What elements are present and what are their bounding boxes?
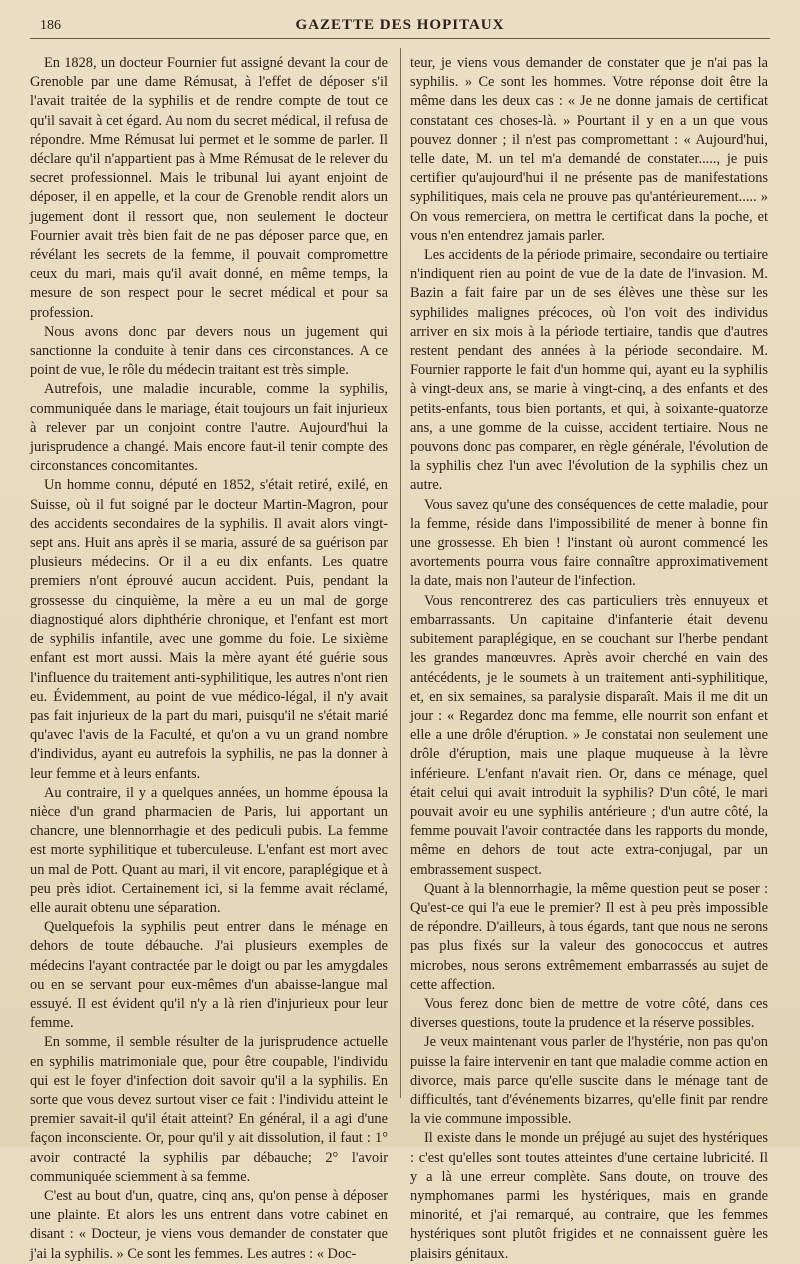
paragraph: Je veux maintenant vous parler de l'hystérie, non pas qu'on puisse la faire intervenir en tant que maladie comme action en divorce, mais parce qu'elle suscite dans le ménage tant de difficultés, tant d'événements bizarres, qu'elle finit par rendre la vie commune impossible.: [410, 1034, 768, 1128]
page-header: [30, 12, 770, 39]
page-number: 186: [40, 18, 61, 33]
paragraph: Les accidents de la période primaire, secondaire ou tertiaire n'indiquent rien au point de vue de la date de l'invasion. M. Bazin a fait faire par un de ses élèves une thèse sur les syphilides malignes précoces, où l'on voit des individus arriver en six mois à la période tertiaire, tandis que d'autres restent pendant des années à la période secondaire. M. Fournier rapporte le fait d'un homme qui, ayant eu la syphilis à vingt-deux ans, se marie à vingt-cinq, a des enfants et des petits-enfants, tous bien portants, et qui, à soixante-quatorze ans, a une gomme de la cuisse, accident tertiaire. Nous ne pouvons donc pas comparer, en règle générale, l'évolution de la syphilis chez l'un avec l'évolution de la syphilis chez un autre.: [410, 247, 768, 494]
paragraph: Quant à la blennorrhagie, la même question peut se poser : Qu'est-ce qui l'a eue le premier? Il est à peu près impossible de répondre. D'ailleurs, à tous égards, tant que nous ne serons pas plus fixés sur la valeur des gonococcus et autres microbes, nous serons extrêmement embarrassés au sujet de cette affection.: [410, 880, 768, 993]
paragraph: Vous savez qu'une des conséquences de cette maladie, pour la femme, réside dans l'impossibilité de mener à bonne fin une grossesse. Eh bien ! l'instant où auront commencé les avortements pourra vous faire connaître approximativement la date, mais non l'auteur de l'infection.: [410, 496, 768, 590]
paragraph: Autrefois, une maladie incurable, comme la syphilis, communiquée dans le mariage, était toujours un fait injurieux à relever par un conjoint contre l'autre. Aujourd'hui la jurisprudence a changé. Mais encore faut-il tenir compte des circonstances concomitantes.: [30, 381, 388, 475]
column-divider: [400, 48, 401, 1098]
paragraph: En somme, il semble résulter de la jurisprudence actuelle en syphilis matrimoniale que, pour être coupable, l'individu qui est le foyer d'infection doit savoir qu'il a la syphilis. En sorte que vous devez surtout viser ce fait : l'individu atteint le premier savait-il qu'il était atteint? En général, il a agi d'une façon inconsciente. Or, pour qu'il y ait dissolution, il faut : 1° avoir contracté la syphilis par débauche; 2° l'avoir communiquée sciemment à sa femme.: [30, 1034, 388, 1185]
left-column: [30, 54, 388, 1264]
journal-title: GAZETTE DES HOPITAUX: [295, 17, 505, 33]
paragraph: Au contraire, il y a quelques années, un homme épousa la nièce d'un grand pharmacien de Paris, lui apportant un chancre, une blennorrhagie et des pediculi pubis. La femme est morte syphilitique et tuberculeuse. L'enfant est mort avec un mal de Pott. Quant au mari, il vit encore, paraplégique et à peu près idiot. Certainement ici, si la femme avait réclamé, elle aurait obtenu une séparation.: [30, 784, 388, 916]
right-column: [410, 54, 768, 1264]
paragraph: Vous ferez donc bien de mettre de votre côté, dans ces diverses questions, toute la prudence et la réserve possibles.: [410, 995, 768, 1032]
paragraph: Quelquefois la syphilis peut entrer dans le ménage en dehors de toute débauche. J'ai plusieurs exemples de médecins l'ayant contractée par le doigt ou par les amygdales ou en se servant pour eux-mêmes d'un abaisse-langue mal essuyé. Il est évident qu'il n'y a là rien d'injurieux pour leur femme.: [30, 919, 388, 1032]
paragraph: teur, je viens vous demander de constater que je n'ai pas la syphilis. » Ce sont les hommes. Votre réponse doit être la même dans les deux cas : « Je ne donne jamais de certificat constatant ces choses-là. » Pourtant il y en a un que vous pouvez donner ; il n'est pas compromettant : « Aujourd'hui, telle date, M. un tel m'a demandé de constater....., je puis certifier qu'aujourd'hui il ne présente pas de manifestations syphilitiques, mais cela ne prouve pas qu'antérieurement..... » On vous remerciera, on mettra le certificat dans la poche, et vous n'en entendrez jamais parler.: [410, 55, 768, 244]
paragraph: Il existe dans le monde un préjugé au sujet des hystériques : c'est qu'elles sont toutes atteintes d'une certaine lubricité. Il y a là une erreur complète. Sans doute, on trouve des nymphomanes parmi les hystériques, mais en grande minorité, et j'ai remarqué, au contraire, que les femmes hystériques sont plutôt frigides et ne connaissent guère les plaisirs génitaux.: [410, 1130, 768, 1262]
paragraph: Vous rencontrerez des cas particuliers très ennuyeux et embarrassants. Un capitaine d'infanterie était devenu subitement paraplégique, en se couchant sur l'herbe pendant les grandes manœuvres. Après avoir cherché en vain des antécédents, je le soumets à un traitement anti-syphilitique, et, en six semaines, sa paralysie disparaît. Mais il me dit un jour : « Regardez donc ma femme, elle nourrit son enfant et elle a une drôle d'éruption. » Je constatai non seulement une drôle d'éruption, mais une plaque muqueuse à la lèvre inférieure. L'enfant n'avait rien. Or, dans ce ménage, quel était celui qui avait introduit la syphilis? D'un côté, le mari pouvait avoir eu une syphilis antérieure ; d'un autre côté, la femme pouvait l'avoir contractée dans les rapports du monde, même en dehors de tout acte extra-conjugal, par un embrassement suspect.: [410, 592, 768, 878]
paragraph: Nous avons donc par devers nous un jugement qui sanctionne la conduite à tenir dans ces circonstances. A ce point de vue, le rôle du médecin traitant est très simple.: [30, 323, 388, 379]
paragraph: Un homme connu, député en 1852, s'était retiré, exilé, en Suisse, où il fut soigné par le docteur Martin-Magron, pour des accidents secondaires de la syphilis. Il avait alors vingt-sept ans. Huit ans après il se maria, assuré de sa guérison par plusieurs médecins. Or il a eu dix enfants. Les quatre premiers n'ont éprouvé aucun accident. Puis, pendant la grossesse du cinquième, la mère a eu un mal de gorge diagnostiqué alors diphthérie chronique, et l'enfant est mort de syphilis infantile, avec une gomme du foie. Le sixième enfant est mort aussi. Mais la mère ayant été guérie sous l'influence du traitement anti-syphilitique, les autres n'ont rien eu. Évidemment, au point de vue médico-légal, il n'y avait pas fait injurieux de la part du mari, puisqu'il ne s'était marié qu'avec l'avis de la Faculté, et qu'on a vu un grand nombre d'individus, ayant eu autrefois la syphilis, ne pas la donner à leur femme et à leurs enfants.: [30, 477, 388, 782]
paragraph: C'est au bout d'un, quatre, cinq ans, qu'on pense à déposer une plainte. Et alors les uns entrent dans votre cabinet en disant : « Docteur, je viens vous demander de constater que j'ai la syphilis. » Ce sont les femmes. Les autres : « Doc-: [30, 1187, 388, 1262]
paragraph: En 1828, un docteur Fournier fut assigné devant la cour de Grenoble par une dame Rémusat, à l'effet de déposer s'il l'avait traitée de la syphilis et de rendre compte de tout ce qu'il savait à cet égard. Au nom du secret médical, il refusa de répondre. Mme Rémusat lui permet et le somme de parler. Il déclare qu'il n'appartient pas à Mme Rémusat de le relever du secret professionnel. Mais le tribunal lui ayant enjoint de déposer, il en appelle, et la cour de Grenoble rendit alors un jugement dont il ressort que, non seulement le docteur Fournier avait très bien fait de ne pas déposer parce que, en révélant les secrets de la femme, il pouvait compromettre ceux du mari, mais qu'il avait donné, en même temps, la mesure de son respect pour le secret médical et pour sa profession.: [30, 55, 388, 321]
